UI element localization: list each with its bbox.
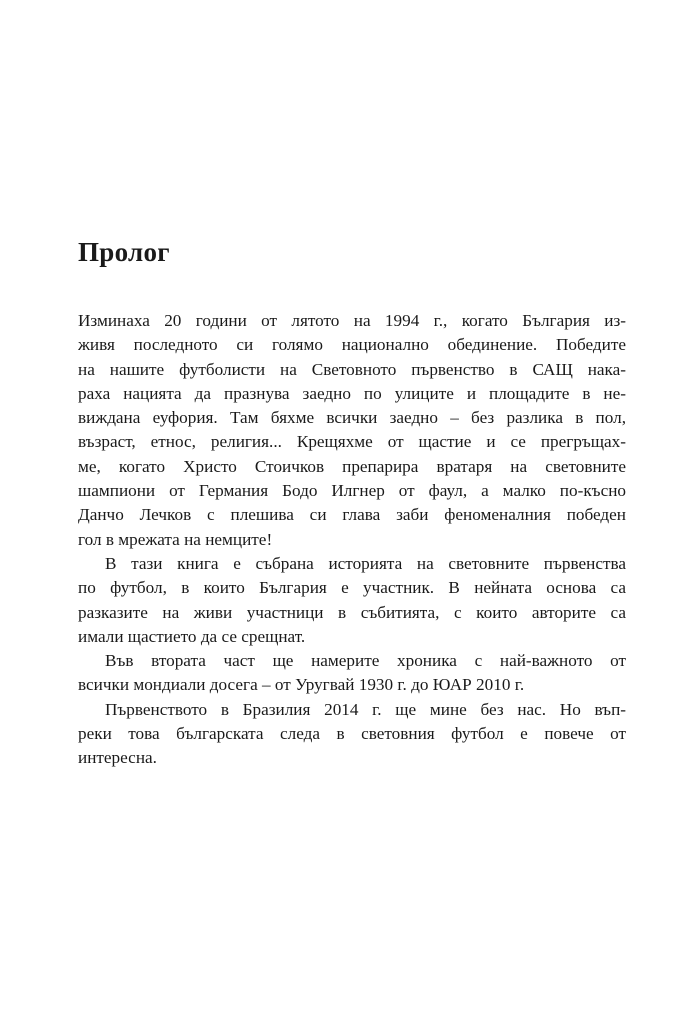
text-line: Изминаха 20 години от лятото на 1994 г., когато България из- xyxy=(78,311,626,330)
text-line: на нашите футболисти на Световното първенство в САЩ нака- xyxy=(78,359,626,379)
text-line: възраст, етнос, религия... Крещяхме от щастие и се прегръщах- xyxy=(78,432,626,452)
text-line: интересна. xyxy=(78,748,157,768)
text-line: шампиони от Германия Бодо Илгнер от фаул, а малко по-късно xyxy=(78,481,626,501)
paragraph-3 xyxy=(78,649,626,698)
text-line: виждана еуфория. Там бяхме всички заедно – без разлика в пол, xyxy=(78,408,626,428)
paragraph-1 xyxy=(78,309,626,552)
text-line: всички мондиали досега – от Уругвай 1930 г. до ЮАР 2010 г. xyxy=(78,675,525,695)
text-line: В тази книга е събрана историята на световните първенства xyxy=(105,553,626,573)
paragraph-4 xyxy=(78,698,626,771)
chapter-title: Пролог xyxy=(78,237,170,267)
text-line: живя последното си голямо национално обединение. Победите xyxy=(78,335,626,355)
text-line: по футбол, в които България е участник. В нейната основа са xyxy=(78,578,626,598)
text-line: гол в мрежата на немците! xyxy=(78,529,273,549)
text-line: раха нацията да празнува заедно по улиците и площадите в не- xyxy=(78,383,626,403)
chapter-body xyxy=(78,309,626,771)
text-line: Данчо Лечков с плешива си глава заби феноменалния победен xyxy=(78,505,626,525)
text-line: реки това българската следа в световния футбол е повече от xyxy=(78,724,626,744)
text-line: Във втората част ще намерите хроника с най-важното от xyxy=(105,651,626,671)
paragraph-2 xyxy=(78,552,626,649)
text-line: ме, когато Христо Стоичков препарира вратаря на световните xyxy=(78,456,626,476)
text-line: разказите на живи участници в събитията, с които авторите са xyxy=(78,602,626,622)
text-line: Първенството в Бразилия 2014 г. ще мине без нас. Но въп- xyxy=(105,699,626,719)
text-line: имали щастието да се срещнат. xyxy=(78,626,306,646)
